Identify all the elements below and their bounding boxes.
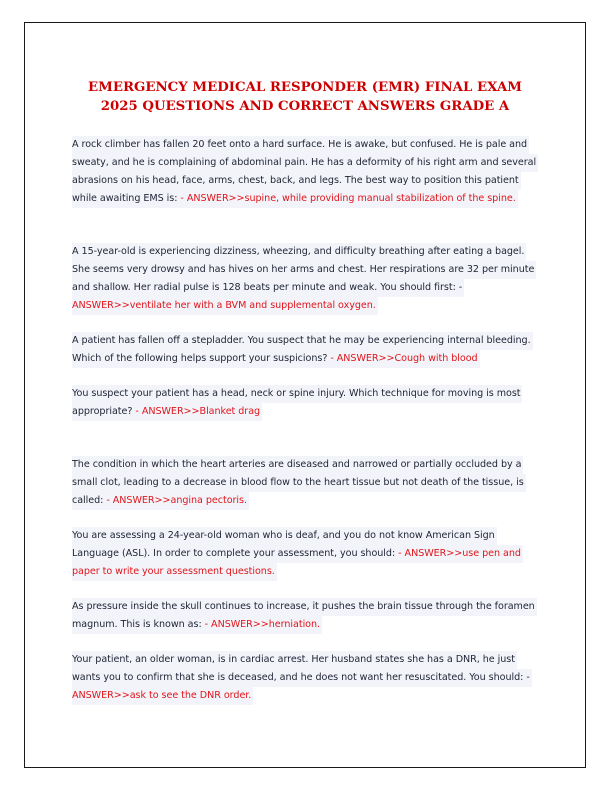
question-line: abrasions on his head, face, arms, chest, back, and legs. The best way to position this patient <box>72 172 521 190</box>
answer-text: - ANSWER>>herniation. <box>204 619 321 630</box>
answer-text: ANSWER>>ventilate her with a BVM and supplemental oxygen. <box>72 300 376 311</box>
question-answer-line <box>72 190 518 208</box>
question-answer-line <box>72 492 249 510</box>
question-answer-line <box>72 350 480 368</box>
question-line: A rock climber has fallen 20 feet onto a hard surface. He is awake, but confused. He is pale and <box>72 136 529 154</box>
question-text: magnum. This is known as: <box>72 619 205 630</box>
question-answer-line <box>72 403 262 421</box>
qa-item-1 <box>72 136 538 208</box>
question-answer-line <box>72 297 378 315</box>
question-answer-line <box>72 545 523 563</box>
question-line: As pressure inside the skull continues to increase, it pushes the brain tissue through the foramen <box>72 598 537 616</box>
question-line: The condition in which the heart arteries are diseased and narrowed or partially occluded by a <box>72 456 523 474</box>
question-line: She seems very drowsy and has hives on her arms and chest. Her respirations are 32 per minute <box>72 261 536 279</box>
question-line: You suspect your patient has a head, neck or spine injury. Which technique for moving is most <box>72 385 522 403</box>
question-text: while awaiting EMS is: <box>72 193 181 204</box>
answer-text: - ANSWER>>Blanket drag <box>135 406 261 417</box>
question-line: A 15-year-old is experiencing dizziness, wheezing, and difficulty breathing after eating a bagel. <box>72 243 526 261</box>
question-answer-line <box>72 616 322 634</box>
title-line-2: 2025 QUESTIONS AND CORRECT ANSWERS GRADE A <box>100 99 510 114</box>
question-text: Language (ASL). In order to complete your assessment, you should: <box>72 548 399 559</box>
question-line: small clot, leading to a decrease in blood flow to the heart tissue but not death of the tissue, is <box>72 474 526 492</box>
question-text: called: <box>72 495 107 506</box>
question-line: A patient has fallen off a stepladder. You suspect that he may be experiencing internal bleeding. <box>72 332 533 350</box>
answer-text: paper to write your assessment questions. <box>72 566 275 577</box>
question-line: and shallow. Her radial pulse is 128 beats per minute and weak. You should first: - <box>72 279 464 297</box>
question-line: sweaty, and he is complaining of abdominal pain. He has a deformity of his right arm and several <box>72 154 538 172</box>
question-text: appropriate? <box>72 406 136 417</box>
answer-text: - ANSWER>>supine, while providing manual stabilization of the spine. <box>180 193 516 204</box>
answer-text: - ANSWER>>angina pectoris. <box>106 495 247 506</box>
qa-item-8 <box>72 651 538 705</box>
qa-item-7 <box>72 598 538 634</box>
qa-item-4 <box>72 385 538 421</box>
answer-text: - ANSWER>>Cough with blood <box>330 353 478 364</box>
question-answer-line <box>72 563 277 581</box>
qa-item-2 <box>72 243 538 315</box>
answer-text: - ANSWER>>use pen and <box>398 548 521 559</box>
question-answer-line <box>72 687 253 705</box>
question-line: Your patient, an older woman, is in cardiac arrest. Her husband states she has a DNR, he just <box>72 651 517 669</box>
document-title <box>72 78 538 116</box>
title-line-1: EMERGENCY MEDICAL RESPONDER (EMR) FINAL EXAM <box>88 80 522 95</box>
question-line: wants you to confirm that she is deceased, and he does not want her resuscitated. You should: - <box>72 669 532 687</box>
answer-text: ANSWER>>ask to see the DNR order. <box>72 690 252 701</box>
question-line: You are assessing a 24-year-old woman who is deaf, and you do not know American Sign <box>72 527 497 545</box>
question-text: Which of the following helps support your suspicions? <box>72 353 331 364</box>
qa-item-6 <box>72 527 538 581</box>
document-content <box>72 78 538 705</box>
qa-item-5 <box>72 456 538 510</box>
qa-item-3 <box>72 332 538 368</box>
